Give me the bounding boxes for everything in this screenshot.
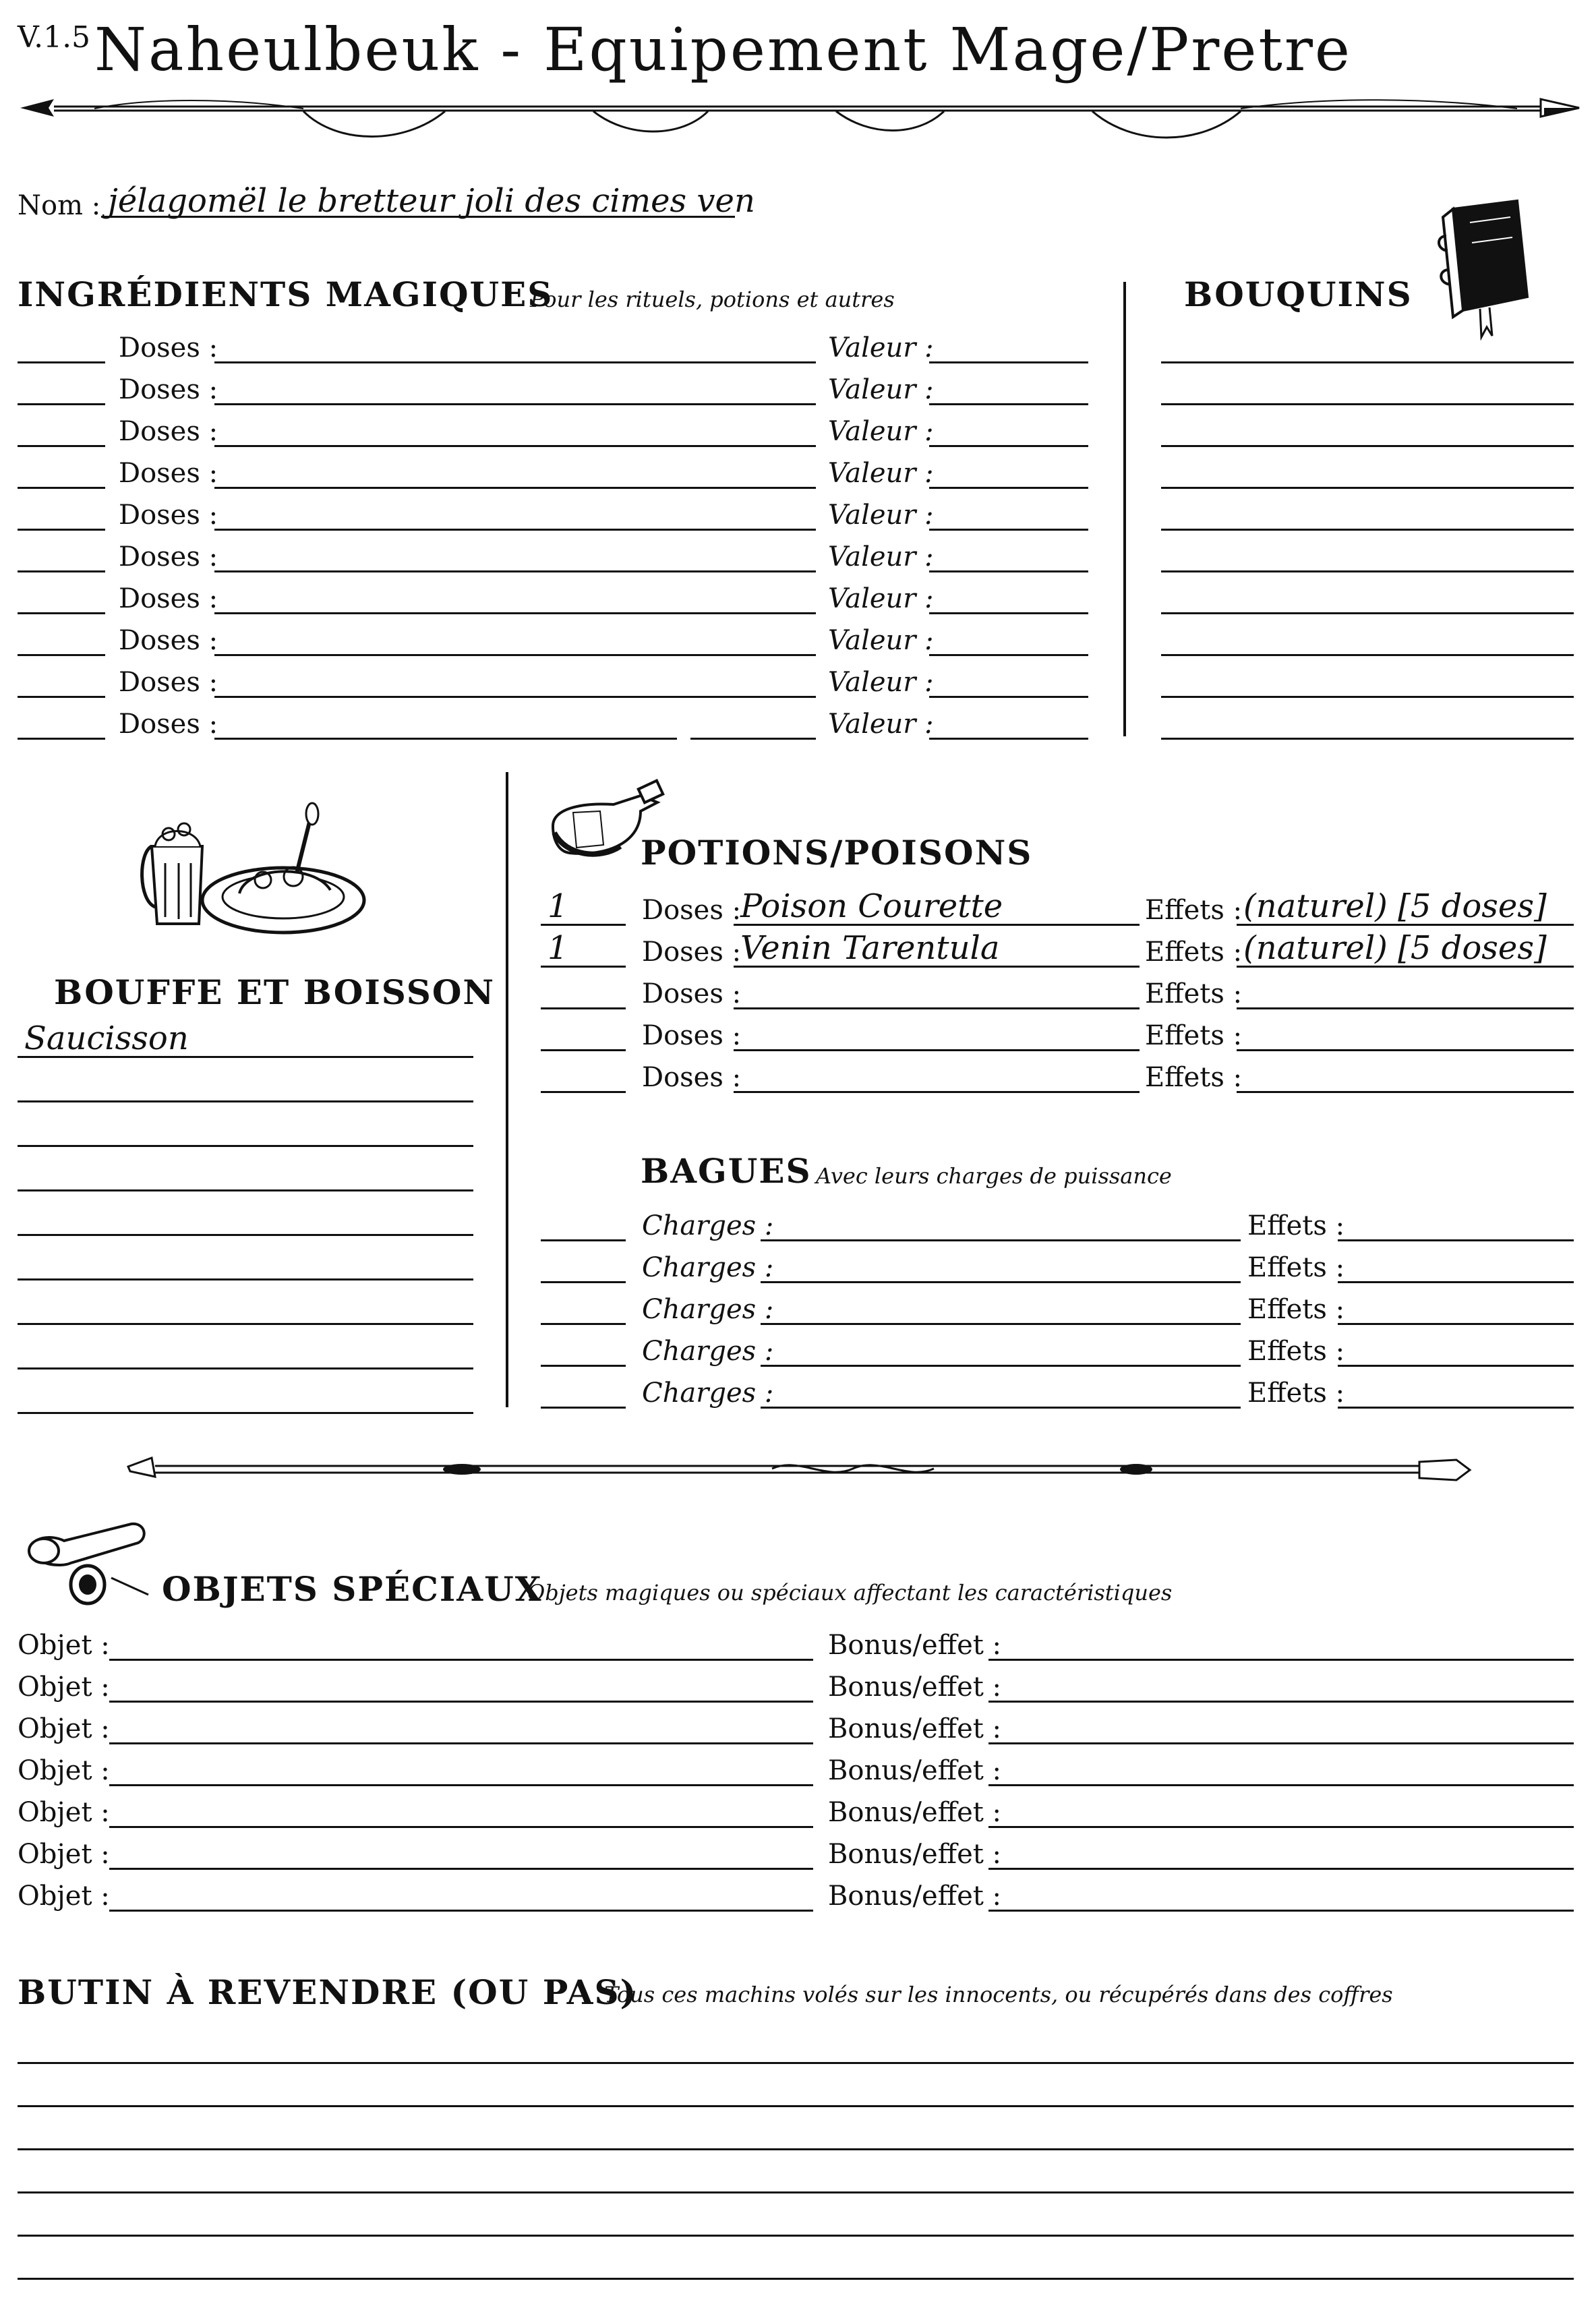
ingredient-value-field-line [929, 612, 1088, 614]
potion-doses-label: Doses : [642, 978, 742, 1009]
ingredient-qty-field[interactable] [18, 448, 105, 490]
ring-qty-field-line [541, 1281, 626, 1283]
special-object-field-line [109, 1826, 813, 1828]
ingredient-doses-label: Doses : [119, 583, 218, 614]
special-object-label: Objet : [18, 1713, 110, 1744]
potion-name-field-line [734, 1049, 1140, 1051]
rings-title: BAGUES [641, 1151, 812, 1191]
ingredient-name-field[interactable] [214, 615, 816, 657]
scroll-ring-icon [17, 1510, 152, 1618]
potion-effect-field[interactable] [1237, 968, 1574, 1010]
ingredient-value-field[interactable] [929, 657, 1088, 699]
ingredient-value-label: Valeur : [828, 458, 934, 489]
book-field[interactable] [1161, 406, 1574, 448]
ingredient-value-field-line [929, 654, 1088, 656]
ingredient-name-field[interactable] [214, 322, 816, 364]
ring-charges-field-line [761, 1239, 1241, 1241]
book-field[interactable] [1161, 573, 1574, 615]
ingredient-name-field[interactable] [214, 448, 816, 490]
ingredient-qty-field-line [18, 361, 105, 363]
potion-effect-field[interactable] [1237, 1010, 1574, 1052]
potion-qty-field[interactable] [541, 885, 626, 926]
ingredient-name-field-line [214, 612, 816, 614]
ring-qty-field-line [541, 1365, 626, 1367]
ingredient-value-field-line [929, 445, 1088, 447]
potions-title: POTIONS/POISONS [641, 833, 1033, 873]
ingredient-name-field-line [214, 696, 816, 698]
potion-doses-label: Doses : [642, 1062, 742, 1093]
ingredient-name-field-line [214, 445, 816, 447]
ingredient-value-field[interactable] [929, 573, 1088, 615]
special-subtitle: Objets magiques ou spéciaux affectant les caractéristiques [527, 1580, 1173, 1605]
food-field-value: Saucisson [24, 1020, 189, 1057]
ingredients-title: INGRÉDIENTS MAGIQUES [18, 274, 554, 314]
food-field[interactable] [18, 1195, 473, 1237]
special-title: OBJETS SPÉCIAUX [162, 1569, 543, 1609]
ingredient-name-field[interactable] [214, 573, 816, 615]
potion-effect-field-value: (naturel) [5 doses] [1243, 929, 1547, 967]
special-object-field-line [109, 1659, 813, 1661]
ingredients-subtitle: Pour les rituels, potions et autres [530, 287, 895, 312]
ring-effect-field[interactable] [1338, 1242, 1574, 1284]
ring-effects-label: Effets : [1247, 1252, 1345, 1283]
ingredient-qty-field-line [18, 612, 105, 614]
book-field-line [1161, 612, 1574, 614]
food-field[interactable] [18, 1061, 473, 1103]
food-field[interactable] [18, 1150, 473, 1192]
loot-field-line [18, 2148, 1574, 2150]
divider-books [1123, 282, 1126, 736]
loot-field[interactable] [18, 2066, 1574, 2108]
ingredient-qty-field-line [18, 403, 105, 405]
ingredient-value-label: Valeur : [828, 667, 934, 698]
potion-qty-field-line [541, 1091, 626, 1093]
special-bonus-label: Bonus/effet : [828, 1630, 1002, 1661]
ingredient-doses-label: Doses : [119, 541, 218, 572]
potion-effects-label: Effets : [1145, 1062, 1243, 1093]
food-field-line [18, 1145, 473, 1147]
ingredient-value-label: Valeur : [828, 541, 934, 572]
loot-field-line [18, 2191, 1574, 2193]
potion-qty-field-line [541, 1049, 626, 1051]
ingredient-qty-field[interactable] [18, 615, 105, 657]
ingredient-name-field[interactable] [214, 699, 677, 740]
potion-doses-label: Doses : [642, 1020, 742, 1051]
potion-name-field-line [734, 1091, 1140, 1093]
potion-name-field[interactable] [734, 926, 1140, 968]
ring-charges-field-line [761, 1323, 1241, 1325]
ring-effect-field[interactable] [1338, 1200, 1574, 1242]
special-bonus-field[interactable] [988, 1703, 1574, 1745]
ring-charges-label: Charges : [642, 1336, 774, 1367]
loot-field[interactable] [18, 2023, 1574, 2065]
ingredient-value-field-line [929, 403, 1088, 405]
special-bonus-label: Bonus/effet : [828, 1672, 1002, 1703]
ingredient-doses-label: Doses : [119, 458, 218, 489]
ring-qty-field-line [541, 1323, 626, 1325]
ingredient-name-field[interactable] [214, 364, 816, 406]
book-field-line [1161, 738, 1574, 740]
book-field[interactable] [1161, 322, 1574, 364]
ingredient-qty-field-line [18, 487, 105, 489]
loot-field[interactable] [18, 2196, 1574, 2237]
food-field-line [18, 1100, 473, 1102]
loot-field-line [18, 2235, 1574, 2237]
special-object-field-line [109, 1742, 813, 1744]
book-field[interactable] [1161, 490, 1574, 531]
ring-charges-label: Charges : [642, 1378, 774, 1409]
ring-qty-field-line [541, 1407, 626, 1409]
potion-qty-field[interactable] [541, 968, 626, 1010]
special-object-field[interactable] [109, 1703, 813, 1745]
potion-name-field[interactable] [734, 968, 1140, 1010]
ingredient-name-field-line [214, 654, 816, 656]
book-field-line [1161, 445, 1574, 447]
food-field[interactable] [18, 1328, 473, 1370]
ingredient-value-field[interactable] [929, 406, 1088, 448]
name-value: jélagomël le bretteur joli des cimes ven [108, 182, 755, 220]
ingredient-qty-field-line [18, 570, 105, 572]
special-bonus-field-line [988, 1868, 1574, 1870]
food-field[interactable] [18, 1106, 473, 1148]
ring-effects-label: Effets : [1247, 1378, 1345, 1409]
book-field[interactable] [1161, 699, 1574, 740]
ring-charges-field[interactable] [761, 1242, 1241, 1284]
ring-qty-field-line [541, 1239, 626, 1241]
special-object-field-line [109, 1868, 813, 1870]
ingredient-value-field-line [929, 361, 1088, 363]
ingredient-name-extra-field-line [690, 738, 816, 740]
ingredient-qty-field-line [18, 445, 105, 447]
ring-effects-label: Effets : [1247, 1336, 1345, 1367]
ingredient-value-label: Valeur : [828, 500, 934, 531]
divider-food [506, 772, 508, 1407]
special-bonus-field[interactable] [988, 1620, 1574, 1661]
food-field[interactable] [18, 1239, 473, 1281]
special-object-field[interactable] [109, 1661, 813, 1703]
ring-effect-field[interactable] [1338, 1284, 1574, 1326]
version-label: V.1.5 [18, 20, 91, 55]
ingredient-value-field[interactable] [929, 364, 1088, 406]
ring-effect-field-line [1338, 1239, 1574, 1241]
potion-name-field[interactable] [734, 1010, 1140, 1052]
ring-effect-field-line [1338, 1323, 1574, 1325]
ring-charges-label: Charges : [642, 1252, 774, 1283]
book-field-line [1161, 361, 1574, 363]
ingredient-doses-label: Doses : [119, 500, 218, 531]
ingredient-name-field[interactable] [214, 531, 816, 573]
ingredient-value-field[interactable] [929, 699, 1088, 740]
potion-name-field-value: Venin Tarentula [740, 929, 1000, 967]
special-bonus-field-line [988, 1784, 1574, 1786]
special-object-field[interactable] [109, 1829, 813, 1870]
special-object-label: Objet : [18, 1881, 110, 1912]
ingredient-name-field-line [214, 487, 816, 489]
potion-effects-label: Effets : [1145, 937, 1243, 968]
name-label: Nom : [18, 190, 101, 221]
loot-subtitle: Tous ces machins volés sur les innocents, ou récupérés dans des coffres [604, 1982, 1393, 2007]
ring-charges-field-line [761, 1365, 1241, 1367]
book-field[interactable] [1161, 448, 1574, 490]
ingredient-qty-field-line [18, 529, 105, 531]
ring-effects-label: Effets : [1247, 1210, 1345, 1241]
ingredient-name-field[interactable] [214, 657, 816, 699]
loot-field[interactable] [18, 2239, 1574, 2280]
potion-qty-field[interactable] [541, 926, 626, 968]
book-field[interactable] [1161, 364, 1574, 406]
ring-qty-field[interactable] [541, 1200, 626, 1242]
ingredient-value-field-line [929, 738, 1088, 740]
ingredient-value-label: Valeur : [828, 416, 934, 447]
special-bonus-field[interactable] [988, 1870, 1574, 1912]
special-object-label: Objet : [18, 1755, 110, 1786]
ingredient-value-field[interactable] [929, 531, 1088, 573]
ingredient-value-field[interactable] [929, 448, 1088, 490]
book-field-line [1161, 570, 1574, 572]
ring-qty-field[interactable] [541, 1242, 626, 1284]
loot-field-line [18, 2062, 1574, 2064]
ring-charges-label: Charges : [642, 1294, 774, 1325]
ingredient-name-extra-field[interactable] [690, 699, 816, 740]
food-field-line [18, 1278, 473, 1280]
ring-charges-field[interactable] [761, 1326, 1241, 1367]
special-bonus-label: Bonus/effet : [828, 1797, 1002, 1828]
ingredient-qty-field[interactable] [18, 490, 105, 531]
special-object-label: Objet : [18, 1797, 110, 1828]
potion-qty-field-line [541, 1007, 626, 1009]
ingredient-value-field-line [929, 487, 1088, 489]
ingredient-doses-label: Doses : [119, 709, 218, 740]
potion-effect-field[interactable] [1237, 926, 1574, 968]
book-field-line [1161, 529, 1574, 531]
special-bonus-field-line [988, 1910, 1574, 1912]
potion-name-field-line [734, 1007, 1140, 1009]
food-title: BOUFFE ET BOISSON [54, 972, 496, 1012]
loot-title: BUTIN À REVENDRE (OU PAS) [18, 1972, 638, 2012]
rings-subtitle: Avec leurs charges de puissance [816, 1163, 1172, 1189]
special-bonus-field-line [988, 1826, 1574, 1828]
special-bonus-field-line [988, 1659, 1574, 1661]
ingredient-name-field-line [214, 529, 816, 531]
potion-effect-field-line [1237, 1049, 1574, 1051]
food-field[interactable] [18, 1284, 473, 1326]
ingredient-value-field[interactable] [929, 490, 1088, 531]
spear-ornament [13, 84, 1585, 145]
page-title: Naheulbeuk - Equipement Mage/Pretre [94, 15, 1352, 84]
ring-effects-label: Effets : [1247, 1294, 1345, 1325]
ring-charges-field[interactable] [761, 1284, 1241, 1326]
ingredient-qty-field-line [18, 738, 105, 740]
books-title: BOUQUINS [1184, 274, 1413, 314]
ingredient-doses-label: Doses : [119, 625, 218, 656]
food-field[interactable] [18, 1373, 473, 1415]
ring-charges-label: Charges : [642, 1210, 774, 1241]
ingredient-value-label: Valeur : [828, 709, 934, 740]
food-field-line [18, 1412, 473, 1414]
ingredient-qty-field[interactable] [18, 364, 105, 406]
ring-qty-field[interactable] [541, 1326, 626, 1367]
ring-effect-field[interactable] [1338, 1326, 1574, 1367]
book-field[interactable] [1161, 657, 1574, 699]
special-object-field[interactable] [109, 1870, 813, 1912]
special-object-field-line [109, 1910, 813, 1912]
special-object-field[interactable] [109, 1620, 813, 1661]
ingredient-doses-label: Doses : [119, 416, 218, 447]
potion-qty-field[interactable] [541, 1010, 626, 1052]
ingredient-value-label: Valeur : [828, 583, 934, 614]
potion-doses-label: Doses : [642, 895, 742, 926]
book-field-line [1161, 696, 1574, 698]
ingredient-value-field-line [929, 529, 1088, 531]
food-field-line [18, 1323, 473, 1325]
ingredient-value-field[interactable] [929, 615, 1088, 657]
book-field-line [1161, 654, 1574, 656]
ingredient-value-label: Valeur : [828, 332, 934, 363]
book-field-line [1161, 487, 1574, 489]
ring-effect-field-line [1338, 1365, 1574, 1367]
special-bonus-field-line [988, 1701, 1574, 1703]
ingredient-qty-field-line [18, 654, 105, 656]
ingredient-value-field-line [929, 570, 1088, 572]
ring-effect-field-line [1338, 1407, 1574, 1409]
ring-charges-field-line [761, 1281, 1241, 1283]
special-object-field[interactable] [109, 1745, 813, 1787]
food-field[interactable] [18, 1017, 473, 1059]
ring-charges-field[interactable] [761, 1200, 1241, 1242]
potion-effect-field-line [1237, 1007, 1574, 1009]
book-icon [1433, 196, 1534, 341]
special-bonus-field[interactable] [988, 1829, 1574, 1870]
ingredient-value-label: Valeur : [828, 625, 934, 656]
food-field-line [18, 1367, 473, 1369]
potion-qty-field-value: 1 [548, 887, 568, 925]
ingredient-qty-field[interactable] [18, 322, 105, 364]
special-bonus-field[interactable] [988, 1745, 1574, 1787]
ingredient-qty-field[interactable] [18, 406, 105, 448]
special-bonus-label: Bonus/effet : [828, 1839, 1002, 1870]
ring-qty-field[interactable] [541, 1284, 626, 1326]
loot-field-line [18, 2105, 1574, 2107]
ingredient-doses-label: Doses : [119, 374, 218, 405]
special-bonus-field-line [988, 1742, 1574, 1744]
special-bonus-field[interactable] [988, 1787, 1574, 1829]
special-object-field[interactable] [109, 1787, 813, 1829]
special-object-label: Objet : [18, 1839, 110, 1870]
name-field[interactable] [101, 177, 755, 220]
potion-name-field[interactable] [734, 1052, 1140, 1094]
food-field-line [18, 1189, 473, 1191]
ingredient-name-field-line [214, 570, 816, 572]
potion-effects-label: Effets : [1145, 895, 1243, 926]
potion-effects-label: Effets : [1145, 1020, 1243, 1051]
ingredient-qty-field[interactable] [18, 573, 105, 615]
potion-doses-label: Doses : [642, 937, 742, 968]
loot-field[interactable] [18, 2152, 1574, 2194]
book-field[interactable] [1161, 531, 1574, 573]
ingredient-name-field-line [214, 738, 677, 740]
special-bonus-label: Bonus/effet : [828, 1755, 1002, 1786]
staff-ornament [125, 1450, 1473, 1490]
food-drink-icon [138, 799, 371, 941]
ingredient-qty-field[interactable] [18, 657, 105, 699]
ingredient-doses-label: Doses : [119, 667, 218, 698]
potion-effect-field[interactable] [1237, 885, 1574, 926]
special-object-field-line [109, 1784, 813, 1786]
potion-effect-field-line [1237, 1091, 1574, 1093]
special-bonus-label: Bonus/effet : [828, 1713, 1002, 1744]
potion-qty-field-value: 1 [548, 929, 568, 967]
book-field-line [1161, 403, 1574, 405]
special-bonus-field[interactable] [988, 1661, 1574, 1703]
ring-effect-field-line [1338, 1281, 1574, 1283]
special-object-label: Objet : [18, 1672, 110, 1703]
potion-qty-field[interactable] [541, 1052, 626, 1094]
potion-effects-label: Effets : [1145, 978, 1243, 1009]
ingredient-name-field-line [214, 361, 816, 363]
loot-field[interactable] [18, 2109, 1574, 2151]
loot-field-line [18, 2278, 1574, 2280]
potion-effect-field[interactable] [1237, 1052, 1574, 1094]
ingredient-qty-field-line [18, 696, 105, 698]
food-field-line [18, 1234, 473, 1236]
ingredient-value-field-line [929, 696, 1088, 698]
ingredient-value-label: Valeur : [828, 374, 934, 405]
potion-name-field[interactable] [734, 885, 1140, 926]
ingredient-qty-field[interactable] [18, 699, 105, 740]
special-bonus-label: Bonus/effet : [828, 1881, 1002, 1912]
special-object-field-line [109, 1701, 813, 1703]
ring-charges-field-line [761, 1407, 1241, 1409]
ingredient-name-field[interactable] [214, 490, 816, 531]
special-object-label: Objet : [18, 1630, 110, 1661]
ingredient-name-field-line [214, 403, 816, 405]
ingredient-value-field[interactable] [929, 322, 1088, 364]
ring-charges-field[interactable] [761, 1367, 1241, 1409]
potion-effect-field-value: (naturel) [5 doses] [1243, 887, 1547, 925]
ingredient-doses-label: Doses : [119, 332, 218, 363]
book-field[interactable] [1161, 615, 1574, 657]
ingredient-name-field[interactable] [214, 406, 816, 448]
potion-name-field-value: Poison Courette [740, 887, 1003, 925]
ingredient-qty-field[interactable] [18, 531, 105, 573]
ring-effect-field[interactable] [1338, 1367, 1574, 1409]
ring-qty-field[interactable] [541, 1367, 626, 1409]
